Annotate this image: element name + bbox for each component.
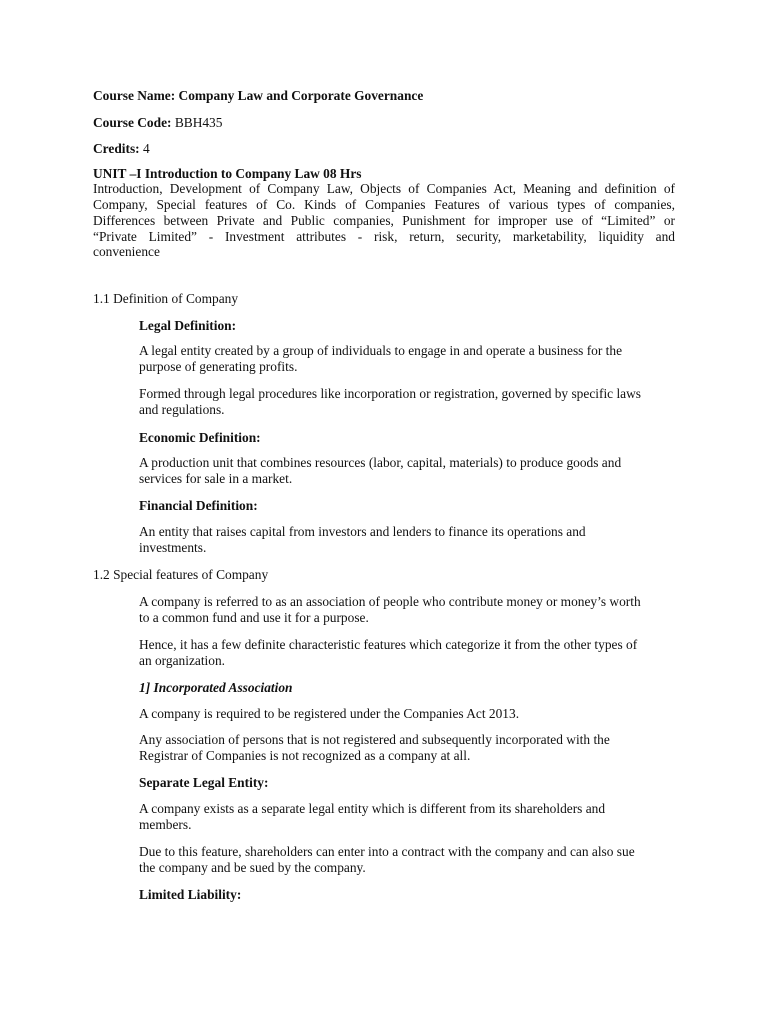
unit-text-line: Introduction, Development of Company Law, Objects of Companies Act, Meaning and definition of [93, 181, 675, 196]
credits-value: 4 [142, 141, 150, 156]
paragraph-line: services for sale in a market. [139, 471, 293, 486]
course-name-value: Company Law and Corporate Governance [178, 88, 424, 103]
paragraph-line: A company is referred to as an association of people who contribute money or money’s worth [139, 594, 641, 609]
credits-line [93, 141, 150, 157]
separate-legal-entity-heading: Separate Legal Entity: [139, 775, 269, 790]
paragraph-line: A company exists as a separate legal entity which is different from its shareholders and [139, 801, 606, 816]
section-2-title: 1.2 Special features of Company [93, 567, 269, 582]
paragraph-line: and regulations. [139, 402, 225, 417]
economic-definition-heading: Economic Definition: [139, 430, 261, 445]
paragraph-line: Any association of persons that is not registered and subsequently incorporated with the [139, 732, 610, 747]
unit-heading: UNIT –I Introduction to Company Law 08 Hrs [93, 166, 362, 181]
course-name-label: Course Name: [93, 88, 179, 103]
unit-text-line: Company, Special features of Co. Kinds of Companies Features of various types of companies, [93, 197, 675, 212]
course-code-label: Course Code: [93, 115, 175, 130]
paragraph-line: A production unit that combines resources (labor, capital, materials) to produce goods and [139, 455, 622, 470]
legal-definition-heading: Legal Definition: [139, 318, 237, 333]
paragraph-line: A legal entity created by a group of individuals to engage in and operate a business for the [139, 343, 623, 358]
financial-definition-heading: Financial Definition: [139, 498, 258, 513]
paragraph-line: Registrar of Companies is not recognized as a company at all. [139, 748, 471, 763]
incorporated-association-heading: 1] Incorporated Association [139, 680, 293, 695]
limited-liability-heading: Limited Liability: [139, 887, 242, 902]
paragraph-line: to a common fund and use it for a purpose. [139, 610, 369, 625]
unit-text-line: convenience [93, 244, 160, 259]
paragraph-line: an organization. [139, 653, 226, 668]
paragraph-line: A company is required to be registered under the Companies Act 2013. [139, 706, 520, 721]
credits-label: Credits: [93, 141, 143, 156]
paragraph-line: Hence, it has a few definite characteristic features which categorize it from the other types of [139, 637, 638, 652]
course-code-line [93, 115, 222, 131]
paragraph-line: Due to this feature, shareholders can enter into a contract with the company and can also sue [139, 844, 635, 859]
paragraph-line: the company and be sued by the company. [139, 860, 366, 875]
course-code-value: BBH435 [174, 115, 223, 130]
paragraph-line: An entity that raises capital from investors and lenders to finance its operations and [139, 524, 586, 539]
paragraph-line: purpose of generating profits. [139, 359, 298, 374]
paragraph-line: investments. [139, 540, 207, 555]
course-name-line [93, 88, 423, 104]
unit-text-line: Differences between Private and Public companies, Punishment for improper use of “Limited” or [93, 213, 675, 228]
section-1-title: 1.1 Definition of Company [93, 291, 239, 306]
paragraph-line: Formed through legal procedures like incorporation or registration, governed by specific laws [139, 386, 641, 401]
paragraph-line: members. [139, 817, 192, 832]
unit-text-line: “Private Limited” - Investment attributes - risk, return, security, marketability, liquidity and [93, 229, 675, 244]
